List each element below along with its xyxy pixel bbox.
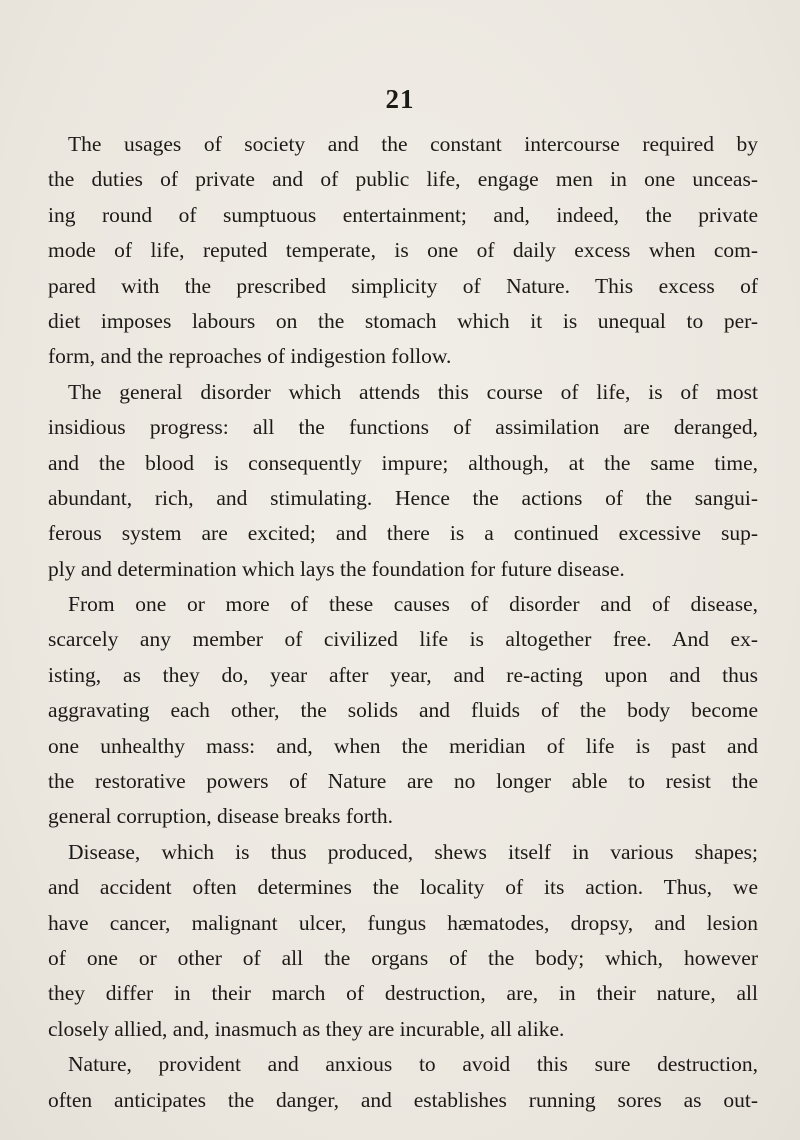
text-line: Disease, which is thus produced, shews itself in various shapes; [68,839,758,864]
text-line: general corruption, disease breaks forth. [48,804,394,829]
body-text [48,127,758,1118]
text-line: and accident often determines the locality of its action. Thus, we [48,875,758,900]
text-line: From one or more of these causes of disorder and of disease, [68,592,758,617]
text-line: ferous system are excited; and there is a continued excessive sup- [48,521,758,546]
text-line: abundant, rich, and stimulating. Hence the actions of the sangui- [48,485,758,510]
text-line: they differ in their march of destruction, are, in their nature, all [48,981,758,1006]
text-line: scarcely any member of civilized life is altogether free. And ex- [48,627,758,652]
text-line: ing round of sumptuous entertainment; and, indeed, the private [48,202,758,227]
text-line: have cancer, malignant ulcer, fungus hæmatodes, dropsy, and lesion [48,910,758,935]
text-line: of one or other of all the organs of the body; which, however [48,945,758,970]
text-line: mode of life, reputed temperate, is one of daily excess when com- [48,238,758,263]
text-line: the duties of private and of public life, engage men in one unceas- [48,167,758,192]
text-line: The general disorder which attends this course of life, is of most [68,379,758,404]
text-line: often anticipates the danger, and establishes running sores as out- [48,1087,758,1112]
text-line: aggravating each other, the solids and fluids of the body become [48,698,758,723]
page-number: 21 [385,84,415,114]
text-line: one unhealthy mass: and, when the meridian of life is past and [48,733,758,758]
text-line: pared with the prescribed simplicity of Nature. This excess of [48,273,758,298]
text-line: closely allied, and, inasmuch as they are incurable, all alike. [48,1016,565,1041]
text-line: isting, as they do, year after year, and re-acting upon and thus [48,662,758,687]
text-line: and the blood is consequently impure; although, at the same time, [48,450,758,475]
text-line: the restorative powers of Nature are no longer able to resist the [48,769,758,794]
text-line: insidious progress: all the functions of assimilation are deranged, [48,415,758,440]
text-line: diet imposes labours on the stomach which it is unequal to per- [48,308,758,333]
text-line: ply and determination which lays the foundation for future disease. [48,556,625,581]
text-line: The usages of society and the constant intercourse required by [68,132,758,156]
text-line: form, and the reproaches of indigestion follow. [48,344,452,369]
text-line: Nature, provident and anxious to avoid this sure destruction, [68,1052,758,1077]
